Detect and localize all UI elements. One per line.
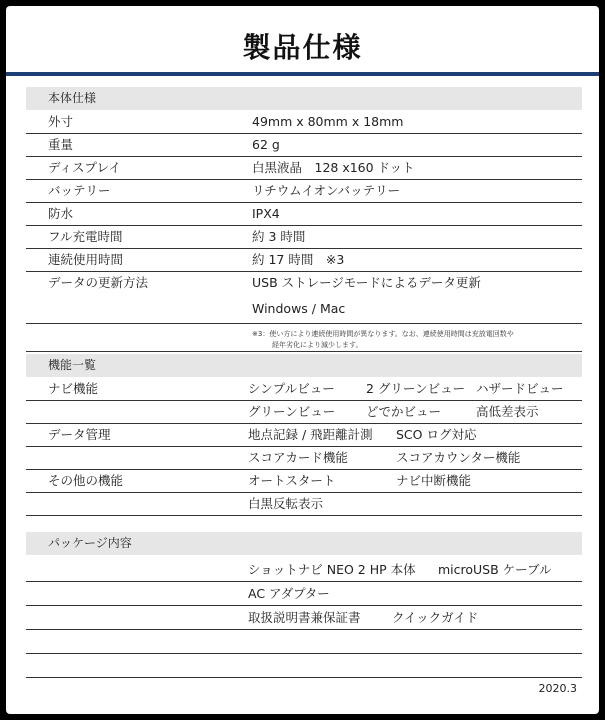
spec-label: 重量 <box>48 137 74 152</box>
spec-label: 外寸 <box>48 114 74 129</box>
spec-row-waterproof <box>26 202 582 226</box>
spec-value: USB ストレージモードによるデータ更新 <box>252 275 481 290</box>
feature-item: グリーンビュー <box>248 404 336 419</box>
spec-value: リチウムイオンバッテリー <box>252 183 401 198</box>
feature-item: どでかビュー <box>366 404 442 419</box>
feature-label: データ管理 <box>48 427 111 442</box>
spec-row-display <box>26 156 582 180</box>
package-item: AC アダプター <box>248 586 330 601</box>
features-section-heading <box>26 354 582 377</box>
spec-value: 62 g <box>252 137 280 152</box>
spec-label: ディスプレイ <box>48 160 121 175</box>
spec-section-heading <box>26 87 582 110</box>
package-row <box>26 582 582 606</box>
package-section-heading <box>26 532 582 555</box>
package-row-empty <box>26 654 582 678</box>
spec-heading-text: 本体仕様 <box>48 91 97 105</box>
spec-note-row <box>26 328 582 352</box>
spec-label: フル充電時間 <box>48 229 123 244</box>
spec-label: 防水 <box>48 206 74 221</box>
package-row <box>26 606 582 630</box>
spec-footnote-line1: ※3：使い方により連続使用時間が異なります。なお、連続使用時間は充放電回数や <box>252 330 514 338</box>
feature-row-navi-2 <box>26 400 582 424</box>
spec-row-os <box>26 295 582 324</box>
package-item: 取扱説明書兼保証書 <box>248 610 361 625</box>
feature-item: スコアカウンター機能 <box>396 450 521 465</box>
spec-value: 白黒液晶 128 x160 ドット <box>252 160 415 175</box>
feature-item: ナビ中断機能 <box>396 473 472 488</box>
feature-row-other <box>26 469 582 493</box>
spec-value: 約 17 時間 ※3 <box>252 252 345 267</box>
page-title: 製品仕様 <box>242 31 363 64</box>
package-item: ショットナビ NEO 2 HP 本体 <box>248 562 416 577</box>
spec-row-weight <box>26 133 582 157</box>
package-heading-text: パッケージ内容 <box>48 536 132 550</box>
revision-date: 2020.3 <box>538 682 577 695</box>
feature-item: ハザードビュー <box>476 381 564 396</box>
feature-item: 地点記録 / 飛距離計測 <box>248 427 373 442</box>
feature-row-data <box>26 423 582 447</box>
feature-item: シンプルビュー <box>248 381 335 396</box>
feature-row-navi <box>26 377 582 401</box>
feature-item: 高低差表示 <box>476 404 539 419</box>
package-item: microUSB ケーブル <box>438 562 552 577</box>
feature-item: オートスタート <box>248 473 336 488</box>
spec-row-update-method <box>26 271 582 294</box>
spec-sheet <box>6 6 599 714</box>
feature-label: その他の機能 <box>48 473 124 488</box>
feature-item: SCO ログ対応 <box>396 427 477 442</box>
spec-row-charge-time <box>26 225 582 249</box>
spec-footnote-line2: 経年劣化により減少します。 <box>272 341 363 349</box>
title-bar <box>6 6 599 78</box>
feature-label: ナビ機能 <box>48 381 99 396</box>
spec-row-battery <box>26 179 582 203</box>
feature-row-other-2 <box>26 492 582 516</box>
spec-label: データの更新方法 <box>48 275 149 290</box>
package-row <box>26 558 582 582</box>
spec-value: Windows / Mac <box>252 301 346 316</box>
features-heading-text: 機能一覧 <box>48 358 97 372</box>
package-row-empty <box>26 630 582 654</box>
spec-label: バッテリー <box>48 183 111 198</box>
package-item: クイックガイド <box>392 610 479 625</box>
spec-value: 約 3 時間 <box>252 229 306 244</box>
feature-item: スコアカード機能 <box>248 450 348 465</box>
spec-row-usage-time <box>26 248 582 272</box>
feature-row-data-2 <box>26 446 582 470</box>
spec-label: 連続使用時間 <box>48 252 124 267</box>
feature-item: 2 グリーンビュー <box>366 381 466 396</box>
spec-value: IPX4 <box>252 206 280 221</box>
feature-item: 白黒反転表示 <box>248 496 324 511</box>
spec-value: 49mm x 80mm x 18mm <box>252 114 404 129</box>
title-underline <box>6 72 599 76</box>
spec-row-size <box>26 110 582 134</box>
